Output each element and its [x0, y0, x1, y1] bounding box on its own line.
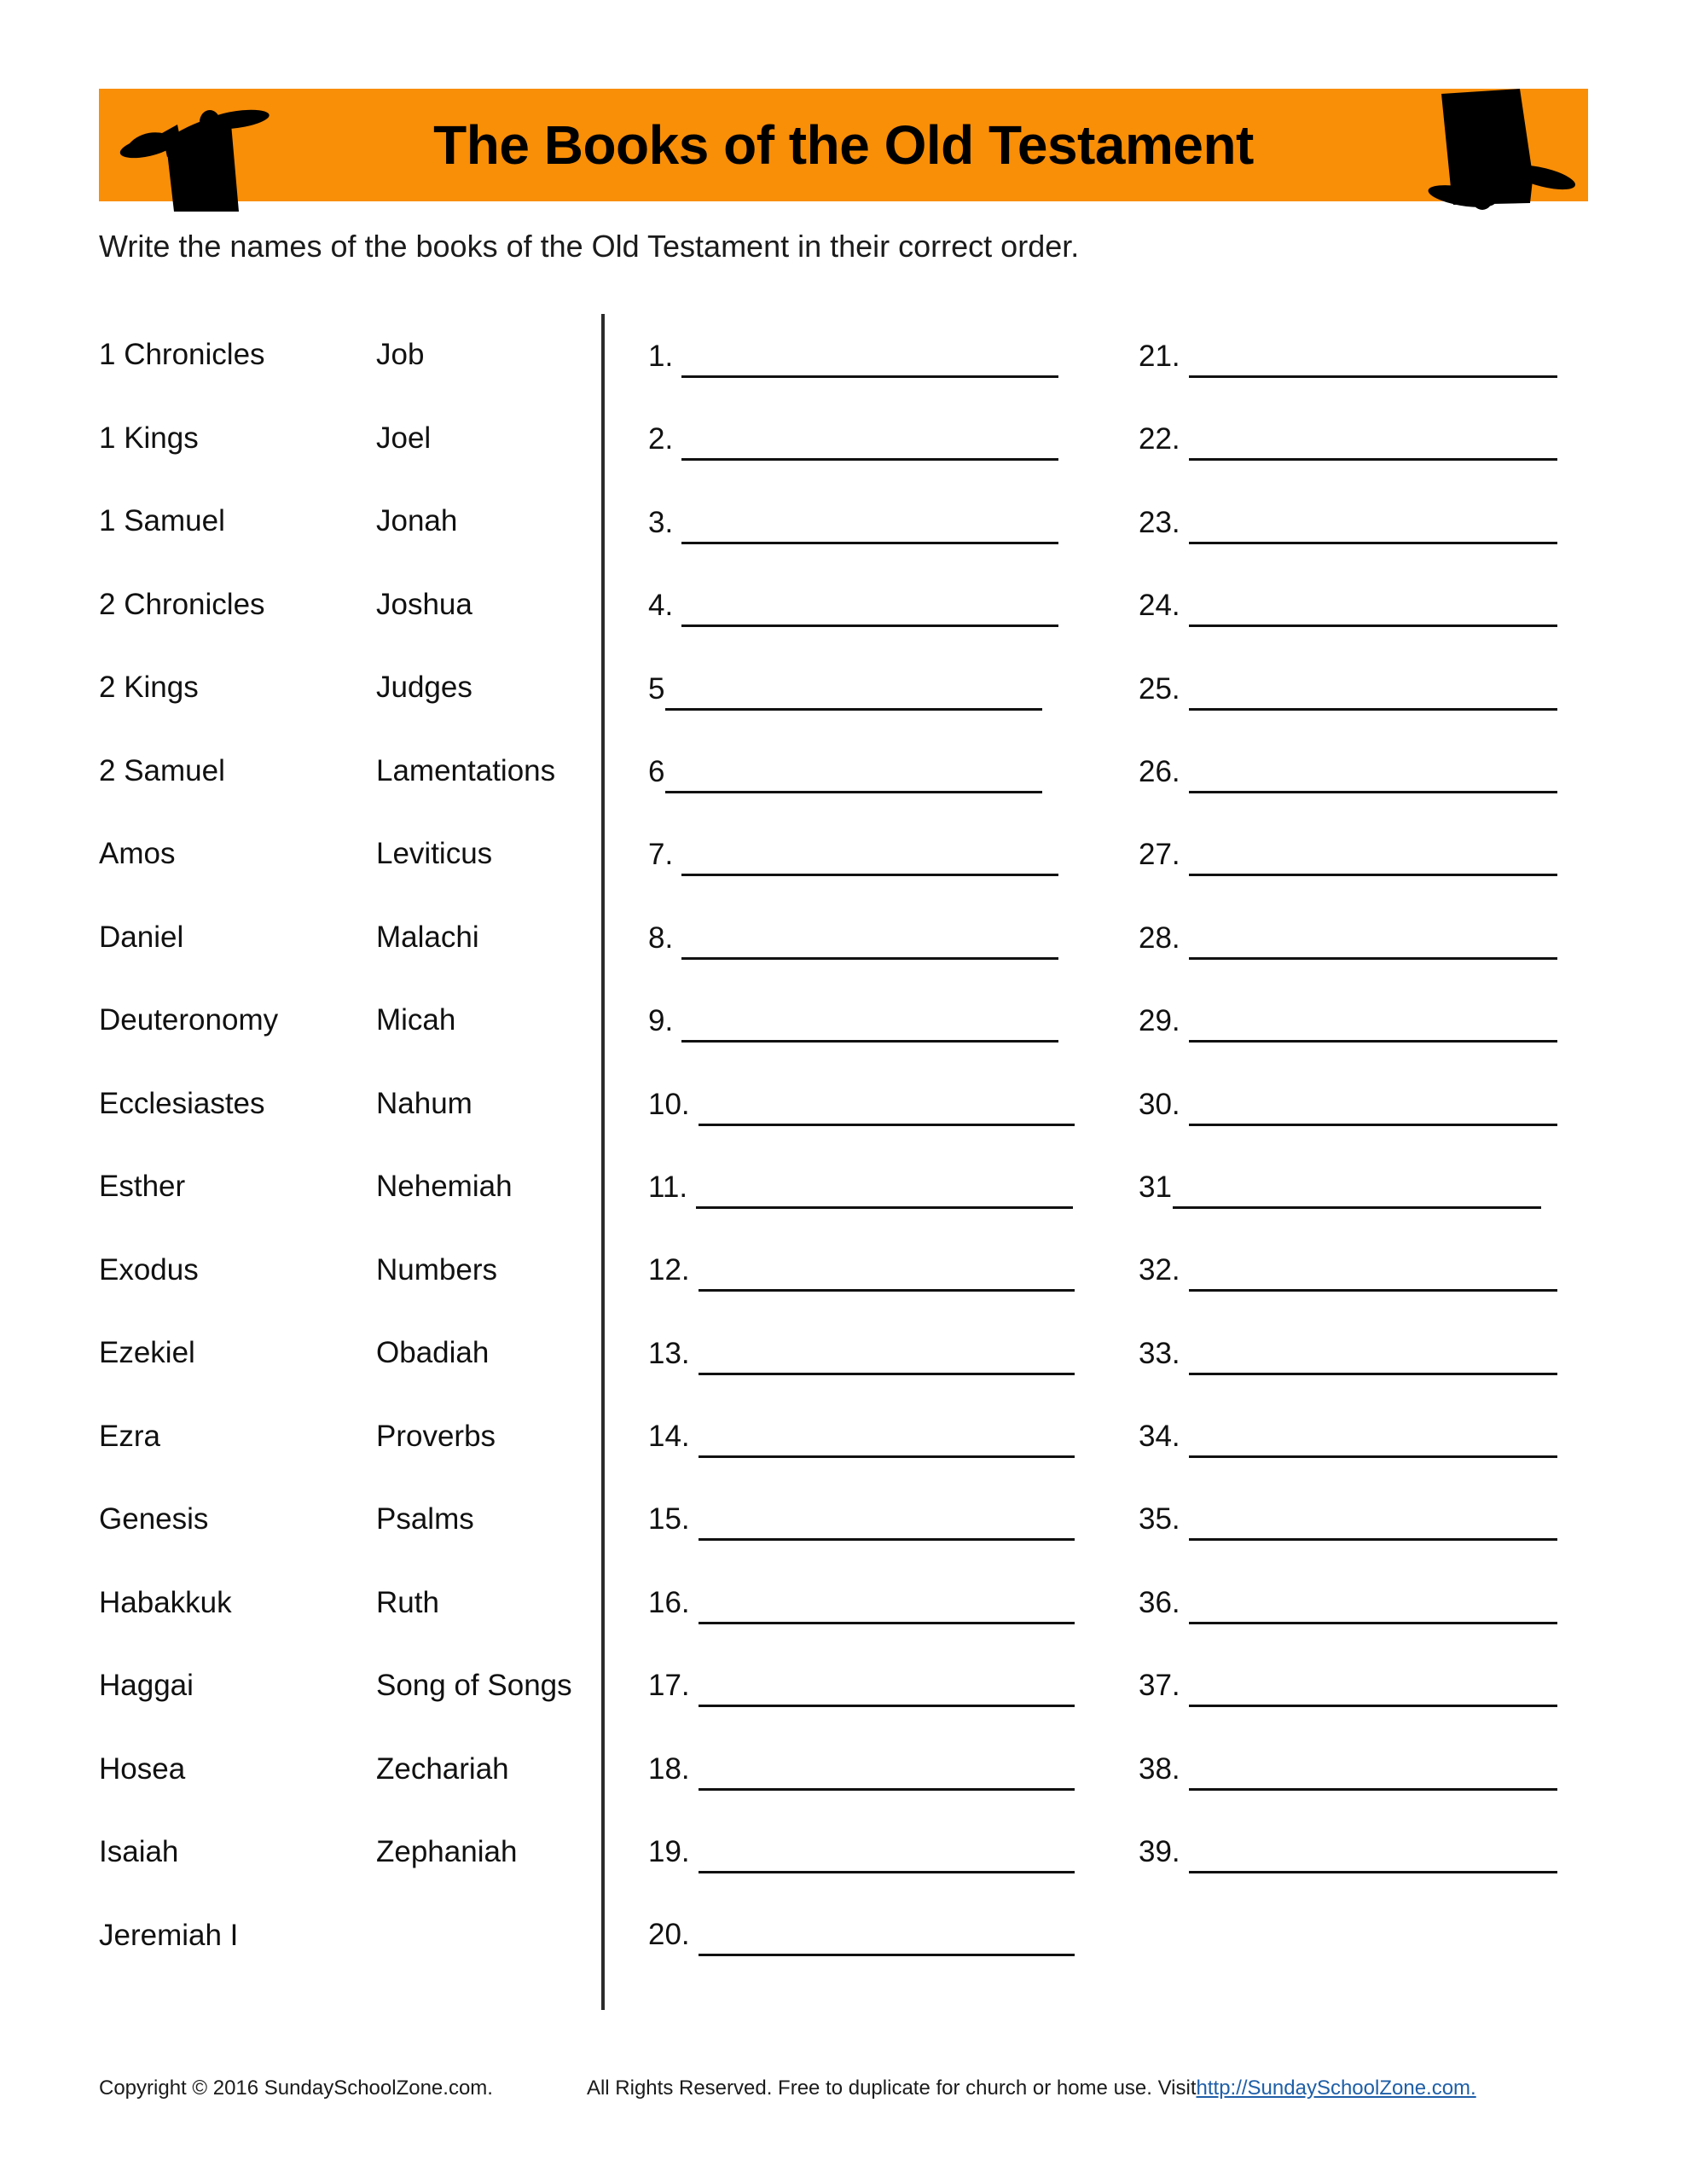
- answer-row: [648, 921, 1075, 1004]
- answer-blank-line[interactable]: [699, 1420, 1075, 1458]
- answer-row: [1139, 340, 1565, 422]
- answer-number: 12.: [648, 1253, 690, 1287]
- answer-number: 39.: [1139, 1835, 1180, 1869]
- word-bank-item: Genesis: [99, 1502, 209, 1536]
- rights-text: All Rights Reserved. Free to duplicate for church or home use. Visit: [586, 2077, 1197, 2100]
- header-banner: [99, 89, 1588, 201]
- answer-number: 5: [648, 671, 665, 706]
- answer-row: [648, 1835, 1075, 1918]
- answer-column-left: [648, 340, 1075, 2001]
- answer-row: [1139, 921, 1565, 1004]
- answer-number: 32.: [1139, 1253, 1180, 1287]
- answer-number: 22.: [1139, 422, 1180, 456]
- answer-row: [1139, 1835, 1565, 1918]
- answer-blank-line[interactable]: [1189, 672, 1557, 711]
- answer-number: 38.: [1139, 1751, 1180, 1786]
- answer-number: 1.: [648, 340, 674, 373]
- answer-blank-line[interactable]: [681, 340, 1058, 378]
- answer-row: [648, 1420, 1075, 1502]
- answer-number: 13.: [648, 1336, 690, 1370]
- answer-number: 9.: [648, 1004, 674, 1038]
- word-bank-item: Job: [376, 338, 425, 371]
- answer-number: 34.: [1139, 1420, 1180, 1454]
- answer-number: 16.: [648, 1585, 690, 1619]
- answer-blank-line[interactable]: [665, 672, 1042, 711]
- word-bank-item: 2 Samuel: [99, 753, 225, 787]
- answer-blank-line[interactable]: [699, 1253, 1075, 1292]
- word-bank-item: Joel: [376, 421, 432, 455]
- word-bank-item: Jonah: [376, 504, 458, 537]
- word-bank-item: Joshua: [376, 587, 472, 621]
- word-bank-item: Numbers: [376, 1252, 497, 1287]
- answer-blank-line[interactable]: [699, 1835, 1075, 1873]
- answer-row: [1139, 589, 1565, 671]
- answer-blank-line[interactable]: [1189, 921, 1557, 960]
- word-bank-item: Amos: [99, 837, 176, 870]
- answer-blank-line[interactable]: [1189, 340, 1557, 378]
- word-bank-item: Ruth: [376, 1585, 439, 1619]
- word-bank-item: Leviticus: [376, 837, 493, 870]
- answer-blank-line[interactable]: [1189, 1502, 1557, 1541]
- answer-row: [1139, 755, 1565, 838]
- answer-number: 31: [1139, 1170, 1172, 1204]
- page-title: The Books of the Old Testament: [433, 114, 1254, 176]
- answer-row: [648, 1337, 1075, 1420]
- answer-blank-line[interactable]: [1189, 1752, 1557, 1791]
- answer-row: [1139, 422, 1565, 505]
- answer-blank-line[interactable]: [1189, 1586, 1557, 1624]
- answer-number: 4.: [648, 589, 674, 623]
- word-bank-item: Hosea: [99, 1751, 186, 1786]
- word-bank-item: Proverbs: [376, 1419, 496, 1453]
- answer-row: [648, 838, 1075, 921]
- word-bank-item: Haggai: [99, 1669, 194, 1702]
- answer-blank-line[interactable]: [699, 1586, 1075, 1624]
- answer-blank-line[interactable]: [681, 1004, 1058, 1043]
- answer-row: [1139, 838, 1565, 921]
- answer-row: [648, 672, 1075, 755]
- answer-blank-line[interactable]: [699, 1088, 1075, 1126]
- answer-number: 26.: [1139, 754, 1180, 788]
- answer-number: 11.: [648, 1170, 688, 1204]
- answer-blank-line[interactable]: [681, 589, 1058, 627]
- answer-row: [1139, 1004, 1565, 1087]
- answer-blank-line[interactable]: [699, 1918, 1075, 1956]
- word-bank-item: Habakkuk: [99, 1585, 232, 1619]
- word-bank-item: 2 Chronicles: [99, 587, 265, 621]
- answer-blank-line[interactable]: [699, 1502, 1075, 1541]
- answer-row: [648, 422, 1075, 505]
- answer-row: [648, 1669, 1075, 1751]
- answer-blank-line[interactable]: [1189, 1253, 1557, 1292]
- answer-row: [1139, 1420, 1565, 1502]
- word-bank-column-2: [376, 340, 649, 1920]
- answer-blank-line[interactable]: [699, 1669, 1075, 1707]
- answer-number: 18.: [648, 1751, 690, 1786]
- word-bank-item: 1 Samuel: [99, 504, 225, 537]
- answer-blank-line[interactable]: [1189, 1337, 1557, 1375]
- answer-number: 15.: [648, 1502, 690, 1536]
- word-bank-item: Ezekiel: [99, 1336, 195, 1369]
- answer-column-right: [1139, 340, 1565, 1918]
- answer-row: [1139, 1669, 1565, 1751]
- answer-number: 27.: [1139, 838, 1180, 872]
- answer-number: 25.: [1139, 671, 1180, 706]
- answer-number: 23.: [1139, 505, 1180, 539]
- word-bank-item: Song of Songs: [376, 1669, 572, 1702]
- answer-blank-line[interactable]: [1189, 755, 1557, 793]
- answer-row: [648, 1004, 1075, 1087]
- answer-row: [1139, 1752, 1565, 1835]
- word-bank-item: Psalms: [376, 1502, 474, 1536]
- vertical-divider: [601, 314, 605, 2010]
- word-bank-item: Lamentations: [376, 753, 556, 787]
- word-bank-column-1: [99, 340, 372, 2003]
- answer-number: 28.: [1139, 921, 1180, 955]
- word-bank-item: Zephaniah: [376, 1835, 518, 1868]
- answer-row: [1139, 672, 1565, 755]
- answer-row: [648, 1088, 1075, 1170]
- word-bank-item: Daniel: [99, 920, 184, 954]
- answer-blank-line[interactable]: [681, 838, 1058, 876]
- answer-blank-line[interactable]: [699, 1752, 1075, 1791]
- word-bank-item: Judges: [376, 671, 472, 704]
- answer-number: 10.: [648, 1087, 690, 1121]
- answer-row: [1139, 1337, 1565, 1420]
- answer-row: [648, 1752, 1075, 1835]
- answer-row: [648, 1253, 1075, 1336]
- answer-blank-line[interactable]: [681, 422, 1058, 461]
- answer-number: 14.: [648, 1420, 690, 1454]
- answer-number: 36.: [1139, 1585, 1180, 1619]
- answer-blank-line[interactable]: [1173, 1170, 1541, 1209]
- word-bank-item: Micah: [376, 1003, 456, 1037]
- answer-blank-line[interactable]: [1189, 1420, 1557, 1458]
- answer-blank-line[interactable]: [665, 755, 1042, 793]
- word-bank-item: Malachi: [376, 920, 479, 954]
- answer-number: 20.: [648, 1918, 690, 1952]
- answer-row: [648, 506, 1075, 589]
- word-bank-item: Exodus: [99, 1252, 199, 1287]
- answer-row: [1139, 1502, 1565, 1585]
- answer-row: [1139, 506, 1565, 589]
- answer-row: [648, 1586, 1075, 1669]
- answer-number: 24.: [1139, 589, 1180, 623]
- word-bank-item: Deuteronomy: [99, 1003, 279, 1037]
- answer-row: [1139, 1170, 1565, 1253]
- answer-blank-line[interactable]: [1189, 589, 1557, 627]
- copyright-text: Copyright © 2016 SundaySchoolZone.com.: [99, 2077, 493, 2100]
- word-bank-item: Isaiah: [99, 1835, 179, 1868]
- answer-row: [1139, 1253, 1565, 1336]
- answer-blank-line[interactable]: [1189, 506, 1557, 544]
- word-bank-item: 1 Kings: [99, 421, 199, 455]
- answer-blank-line[interactable]: [696, 1170, 1073, 1209]
- answer-row: [1139, 1586, 1565, 1669]
- answer-row: [648, 589, 1075, 671]
- answer-row: [648, 1918, 1075, 2001]
- answer-number: 19.: [648, 1835, 690, 1869]
- answer-row: [1139, 1088, 1565, 1170]
- answer-blank-line[interactable]: [1189, 1088, 1557, 1126]
- answer-number: 37.: [1139, 1669, 1180, 1703]
- answer-number: 17.: [648, 1669, 690, 1703]
- answer-blank-line[interactable]: [681, 921, 1058, 960]
- word-bank-item: Obadiah: [376, 1336, 490, 1369]
- answer-number: 30.: [1139, 1087, 1180, 1121]
- website-link[interactable]: http://SundaySchoolZone.com.: [1196, 2077, 1476, 2100]
- word-bank-item: 1 Chronicles: [99, 338, 265, 371]
- answer-blank-line[interactable]: [1189, 1835, 1557, 1873]
- answer-blank-line[interactable]: [1189, 838, 1557, 876]
- word-bank-item: Jeremiah I: [99, 1918, 239, 1952]
- answer-row: [648, 1502, 1075, 1585]
- answer-row: [648, 340, 1075, 422]
- answer-number: 29.: [1139, 1004, 1180, 1038]
- answer-blank-line[interactable]: [699, 1337, 1075, 1375]
- answer-number: 2.: [648, 422, 674, 456]
- instruction-text: Write the names of the books of the Old Testament in their correct order.: [99, 229, 1080, 264]
- answer-number: 33.: [1139, 1336, 1180, 1370]
- answer-number: 35.: [1139, 1502, 1180, 1536]
- word-bank-item: Nehemiah: [376, 1170, 513, 1203]
- answer-blank-line[interactable]: [1189, 422, 1557, 461]
- answer-number: 3.: [648, 505, 674, 539]
- answer-blank-line[interactable]: [1189, 1004, 1557, 1043]
- answer-number: 6: [648, 754, 665, 788]
- answer-row: [648, 755, 1075, 838]
- word-bank-item: Nahum: [376, 1086, 472, 1120]
- answer-number: 7.: [648, 838, 674, 872]
- answer-blank-line[interactable]: [1189, 1669, 1557, 1707]
- word-bank-item: Ezra: [99, 1419, 160, 1453]
- word-bank-item: Esther: [99, 1170, 186, 1203]
- answer-number: 21.: [1139, 340, 1180, 373]
- word-bank-item: 2 Kings: [99, 671, 199, 704]
- footer: [99, 2077, 1588, 2100]
- word-bank-item: Ecclesiastes: [99, 1086, 265, 1120]
- word-bank-item: Zechariah: [376, 1751, 509, 1786]
- answer-blank-line[interactable]: [681, 506, 1058, 544]
- answer-number: 8.: [648, 921, 674, 955]
- answer-row: [648, 1170, 1075, 1253]
